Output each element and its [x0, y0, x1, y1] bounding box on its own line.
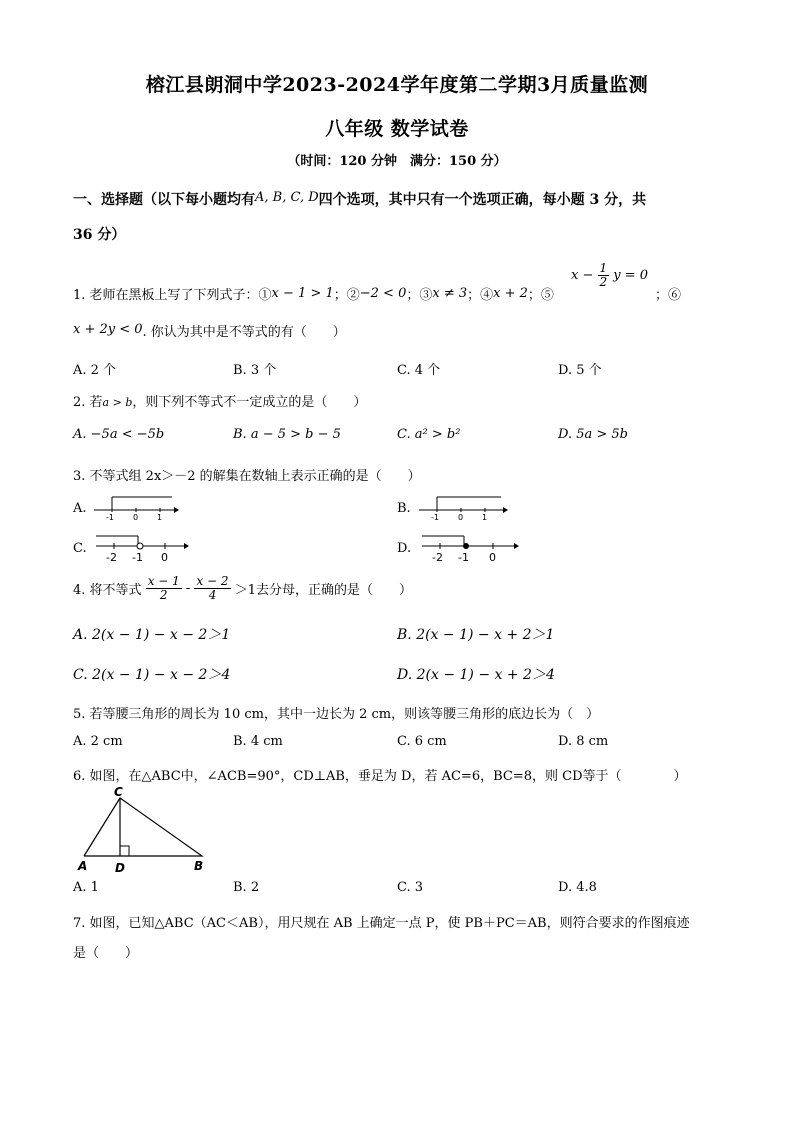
q3-c-tick-3: 0: [161, 551, 168, 564]
q3-d-tick-2: -1: [458, 551, 469, 564]
q1-expr-5-num: 1: [599, 261, 608, 275]
q3-b-tick-1: -1: [431, 513, 439, 522]
q1-option-b[interactable]: B. 3 个: [233, 363, 277, 378]
q2-condition: a > b: [102, 396, 133, 409]
q1-stem-a: 1. 老师在黑板上写了下列式子：①: [73, 288, 272, 303]
q3-b-tick-3: 1: [482, 513, 488, 522]
section-heading-line2: 36 分）: [73, 227, 126, 243]
q6-label-a: A: [78, 859, 88, 873]
q6-option-a[interactable]: A. 1: [73, 880, 99, 895]
q4-stem-a: 4. 将不等式: [73, 583, 142, 598]
q5-stem: 5. 若等腰三角形的周长为 10 cm，其中一边长为 2 cm，则该等腰三角形的底边长为（ ）: [73, 707, 600, 722]
q3-a-tick-1: -1: [106, 513, 114, 522]
q3-d-tick-3: 0: [489, 551, 496, 564]
q3-stem: 3. 不等式组 2x＞－2 的解集在数轴上表示正确的是（ ）: [73, 469, 421, 484]
q2-stem-a: 2. 若: [73, 395, 103, 410]
exam-title: 榕江县朗洞中学2023-2024学年度第二学期3月质量监测: [145, 74, 649, 96]
q3-option-c-number-line[interactable]: [92, 530, 192, 564]
q4-option-b[interactable]: B. 2(x − 1) − x + 2＞1: [397, 627, 555, 643]
q4-fraction-1-den: 2: [159, 588, 168, 602]
q3-option-d-number-line[interactable]: [418, 530, 522, 564]
q1-stem-b: . 你认为其中是不等式的有（ ）: [142, 325, 346, 340]
q1-expr-4: x + 2: [493, 286, 528, 301]
q4-option-c[interactable]: C. 2(x − 1) − x − 2＞4: [73, 667, 231, 683]
q6-option-c[interactable]: C. 3: [397, 880, 424, 895]
q6-label-d: D: [115, 861, 125, 875]
q3-option-a-label[interactable]: A.: [73, 501, 87, 516]
q4-fraction-2-den: 4: [208, 588, 217, 602]
q3-option-b-label[interactable]: B.: [397, 501, 411, 516]
q7-stem-line2: 是（ ）: [73, 946, 139, 961]
q3-a-tick-3: 1: [157, 513, 163, 522]
q6-label-b: B: [194, 859, 204, 873]
q7-stem-line1: 7. 如图，已知△ABC（AC＜AB），用尺规在 AB 上确定一点 P，使 PB＋PC＝AB，则符合要求的作图痕迹: [73, 916, 690, 931]
q3-option-b-number-line[interactable]: [415, 492, 511, 522]
q3-option-a-number-line[interactable]: [90, 492, 180, 522]
q2-option-a[interactable]: A. −5a < −5b: [73, 427, 165, 442]
q1-expr-5-pre: x −: [571, 268, 594, 283]
q4-option-a[interactable]: A. 2(x − 1) − x − 2＞1: [73, 627, 231, 643]
q5-option-d[interactable]: D. 8 cm: [558, 734, 609, 749]
q3-a-tick-2: 0: [133, 513, 139, 522]
q1-expr-6: x + 2y < 0: [73, 322, 143, 337]
exam-subtitle: 八年级 数学试卷: [325, 118, 469, 140]
q1-sep-6: ；⑥: [655, 288, 682, 303]
q2-stem-b: ，则下列不等式不一定成立的是（ ）: [132, 395, 367, 410]
q5-option-a[interactable]: A. 2 cm: [73, 734, 123, 749]
section-heading-math: A, B, C, D: [255, 190, 319, 205]
q1-stem: [73, 284, 554, 303]
q5-option-b[interactable]: B. 4 cm: [233, 734, 283, 749]
q3-option-d-label[interactable]: D.: [397, 541, 412, 556]
q2-option-b[interactable]: B. a − 5 > b − 5: [233, 427, 341, 442]
q4-fraction-1-num: x − 1: [147, 574, 180, 588]
q6-label-c: C: [114, 786, 123, 799]
q2-stem: [73, 391, 366, 410]
q3-option-c-label[interactable]: C.: [73, 541, 87, 556]
q1-expr-1: x − 1 > 1: [271, 286, 334, 301]
section-heading: [73, 189, 646, 209]
q3-c-tick-2: -1: [132, 551, 143, 564]
q4-fraction-1: [146, 575, 182, 602]
q3-d-tick-1: -2: [432, 551, 443, 564]
q1-expr-5: [571, 262, 648, 289]
q1-option-c[interactable]: C. 4 个: [397, 363, 441, 378]
q4-option-d[interactable]: D. 2(x − 1) − x + 2＞4: [397, 667, 555, 683]
q1-sep-2: ；②: [333, 288, 360, 303]
section-heading-text-b: 四个选项，其中只有一个选项正确，每小题 3 分，共: [318, 192, 647, 208]
q4-fraction-2-num: x − 2: [196, 574, 229, 588]
q6-option-d[interactable]: D. 4.8: [558, 880, 597, 895]
q3-c-tick-1: -2: [106, 551, 117, 564]
q4-fraction-2: [194, 575, 230, 602]
section-heading-text-a: 一、选择题（以下每小题均有: [73, 192, 255, 208]
q5-option-c[interactable]: C. 6 cm: [397, 734, 447, 749]
q2-option-d[interactable]: D. 5a > 5b: [558, 427, 628, 442]
exam-info: （时间：120 分钟 满分：150 分）: [287, 154, 507, 169]
q6-stem: 6. 如图，在△ABC中，∠ACB=90°，CD⊥AB，垂足为 D，若 AC=6，BC=8，则 CD等于（ ）: [73, 769, 687, 784]
q1-sep-4: ；④: [467, 288, 494, 303]
q1-option-a[interactable]: A. 2 个: [73, 363, 117, 378]
q1-expr-5-frac: [598, 262, 610, 289]
q1-sep-5: ；⑤: [527, 288, 554, 303]
q6-option-b[interactable]: B. 2: [233, 880, 260, 895]
q1-sep-3: ；③: [406, 288, 433, 303]
q1-stem-line2: [73, 321, 346, 340]
q6-triangle-figure: [74, 786, 214, 876]
q1-expr-5-den: 2: [599, 275, 608, 289]
q1-expr-3: x ≠ 3: [432, 286, 468, 301]
q4-minus: -: [185, 581, 191, 596]
q1-expr-5-post: y = 0: [613, 268, 649, 283]
q1-expr-2: −2 < 0: [359, 286, 407, 301]
q2-option-c[interactable]: C. a² > b²: [397, 427, 461, 442]
q1-option-d[interactable]: D. 5 个: [558, 363, 602, 378]
q3-b-tick-2: 0: [458, 513, 464, 522]
q4-stem-b: ＞1去分母，正确的是（ ）: [234, 583, 412, 598]
q4-stem: [73, 575, 412, 602]
